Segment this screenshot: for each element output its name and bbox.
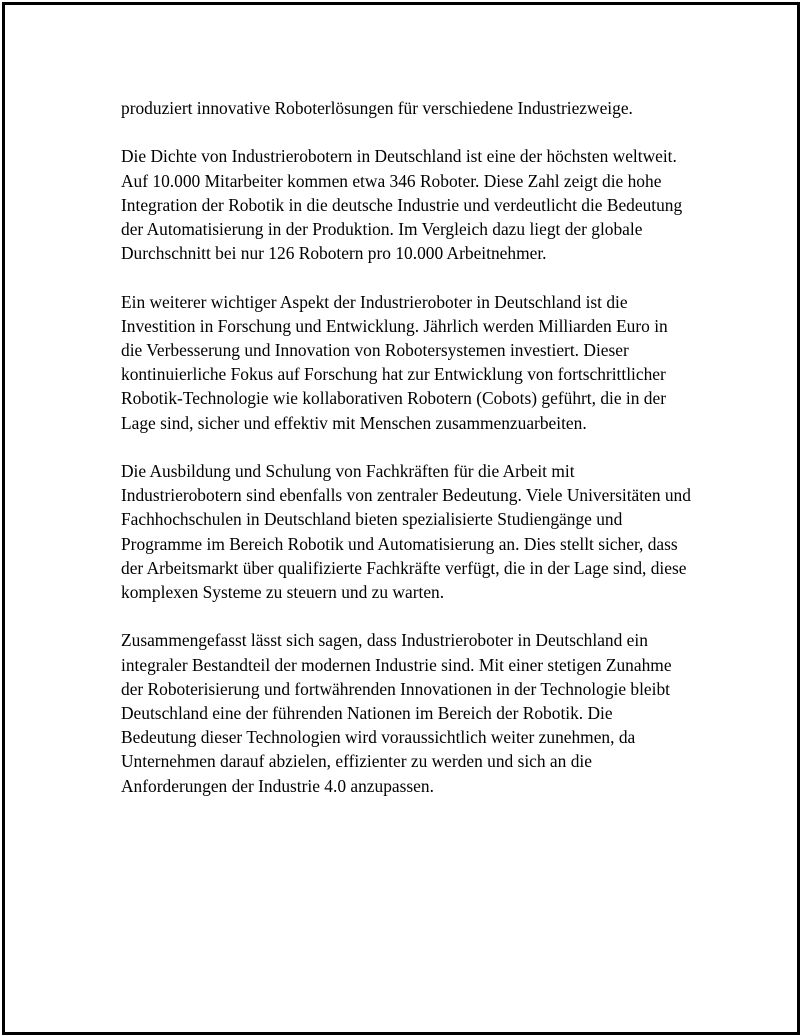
paragraph-continuation: produziert innovative Roboterlösungen für verschiedene Industriezweige. (121, 98, 633, 118)
paragraph-conclusion: Zusammengefasst lässt sich sagen, dass Industrieroboter in Deutschland ein integraler Bestandteil der modernen Industrie sind. Mit einer stetigen Zunahme der Roboterisierung und fortwährenden Innovationen in der Technologie bleibt Deutschland eine der führenden Nationen im Bereich der Robotik. Die Bedeutung dieser Technologien wird voraussichtlich weiter zunehmen, da Unternehmen darauf abzielen, effizienter zu werden und sich an die Anforderungen der Industrie 4.0 anzupassen. (121, 630, 672, 796)
page-frame (2, 2, 800, 1035)
document-body (121, 96, 691, 798)
paragraph-training: Die Ausbildung und Schulung von Fachkräften für die Arbeit mit Industrierobotern sind ebenfalls von zentraler Bedeutung. Viele Universitäten und Fachhochschulen in Deutschland bieten spezialisierte Studiengänge und Programme im Bereich Robotik und Automatisierung an. Dies stellt sicher, dass der Arbeitsmarkt über qualifizierte Fachkräfte verfügt, die in der Lage sind, diese komplexen Systeme zu steuern und zu warten. (121, 461, 691, 603)
paragraph-robot-density: Die Dichte von Industrierobotern in Deutschland ist eine der höchsten weltweit. Auf 10.000 Mitarbeiter kommen etwa 346 Roboter. Diese Zahl zeigt die hohe Integration der Robotik in die deutsche Industrie und verdeutlicht die Bedeutung der Automatisierung in der Produktion. Im Vergleich dazu liegt der globale Durchschnitt bei nur 126 Robotern pro 10.000 Arbeitnehmer. (121, 146, 683, 264)
paragraph-research-investment: Ein weiterer wichtiger Aspekt der Industrieroboter in Deutschland ist die Investition in Forschung und Entwicklung. Jährlich werden Milliarden Euro in die Verbesserung und Innovation von Robotersystemen investiert. Dieser kontinuierliche Fokus auf Forschung hat zur Entwicklung von fortschrittlicher Robotik-Technologie wie kollaborativen Robotern (Cobots) geführt, die in der Lage sind, sicher und effektiv mit Menschen zusammenzuarbeiten. (121, 291, 668, 433)
